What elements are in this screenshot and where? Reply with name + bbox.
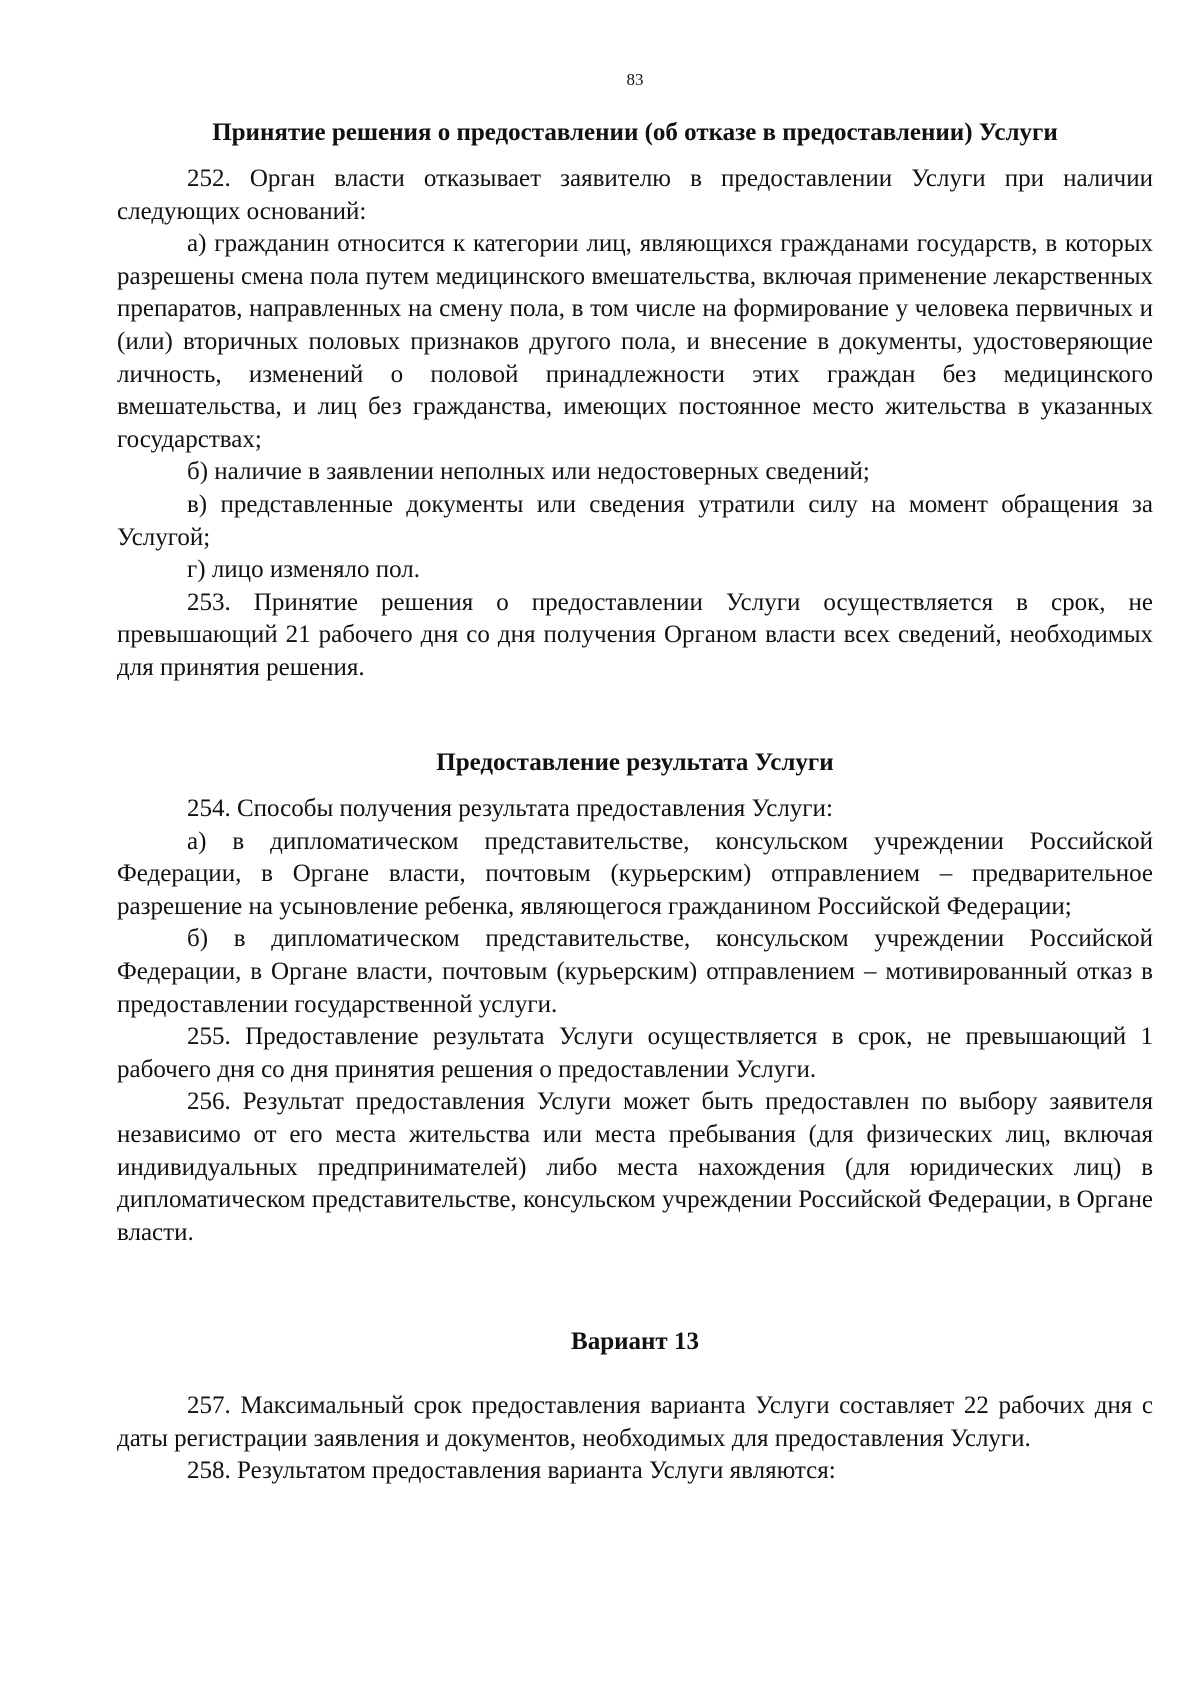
paragraph-255: 255. Предоставление результата Услуги осуществляется в срок, не превышающий 1 рабочего дня со дня принятия решения о предоставлении Услуги.: [117, 1023, 1153, 1083]
section-body-result: [117, 793, 1153, 1249]
section-heading-decision: Принятие решения о предоставлении (об отказе в предоставлении) Услуги: [212, 119, 1058, 146]
section-body-variant: [117, 1390, 1153, 1488]
paragraph-258: 258. Результатом предоставления варианта Услуги являются:: [187, 1457, 836, 1485]
paragraph-254: 254. Способы получения результата предоставления Услуги:: [187, 795, 833, 822]
paragraph-252: 252. Орган власти отказывает заявителю в предоставлении Услуги при наличии следующих оснований:: [117, 165, 1153, 225]
paragraph-253: 253. Принятие решения о предоставлении Услуги осуществляется в срок, не превышающий 21 рабочего дня со дня получения Органом власти всех сведений, необходимых для принятия решения.: [117, 588, 1153, 681]
paragraph-254-a: а) в дипломатическом представительстве, консульском учреждении Российской Федерации, в Органе власти, почтовым (курьерским) отправлением – предварительное разрешение на усыновление ребенка, являющегося гражданином Российской Федерации;: [117, 827, 1153, 920]
section-heading-result: Предоставление результата Услуги: [436, 749, 834, 776]
paragraph-252-a: а) гражданин относится к категории лиц, являющихся гражданами государств, в которых разрешены смена пола путем медицинского вмешательства, включая применение лекарственных препаратов, направленных на смену пола, в том числе на формирование у человека первичных и (или) вторичных половых признаков другого пола, и внесение в документы, удостоверяющие личность, изменений о половой принадлежности этих граждан без медицинского вмешательства, и лиц без гражданства, имеющих постоянное место жительства в указанных государствах;: [117, 230, 1153, 453]
section-heading-variant: Вариант 13: [571, 1328, 699, 1355]
page-number: 83: [626, 70, 644, 89]
paragraph-252-g: г) лицо изменяло пол.: [187, 556, 421, 584]
paragraph-256: 256. Результат предоставления Услуги может быть предоставлен по выбору заявителя независимо от его места жительства или места пребывания (для физических лиц, включая индивидуальных предпринимателей) либо места нахождения (для юридических лиц) в дипломатическом представительстве, консульском учреждении Российской Федерации, в Органе власти.: [117, 1088, 1153, 1246]
paragraph-252-b: б) наличие в заявлении неполных или недостоверных сведений;: [187, 458, 870, 486]
paragraph-257: 257. Максимальный срок предоставления варианта Услуги составляет 22 рабочих дня с даты регистрации заявления и документов, необходимых для предоставления Услуги.: [117, 1392, 1153, 1452]
paragraph-254-b: б) в дипломатическом представительстве, консульском учреждении Российской Федерации, в Органе власти, почтовым (курьерским) отправлением – мотивированный отказ в предоставлении государственной услуги.: [117, 925, 1153, 1018]
section-body-decision: [117, 163, 1153, 685]
paragraph-252-v: в) представленные документы или сведения утратили силу на момент обращения за Услугой;: [117, 490, 1153, 551]
